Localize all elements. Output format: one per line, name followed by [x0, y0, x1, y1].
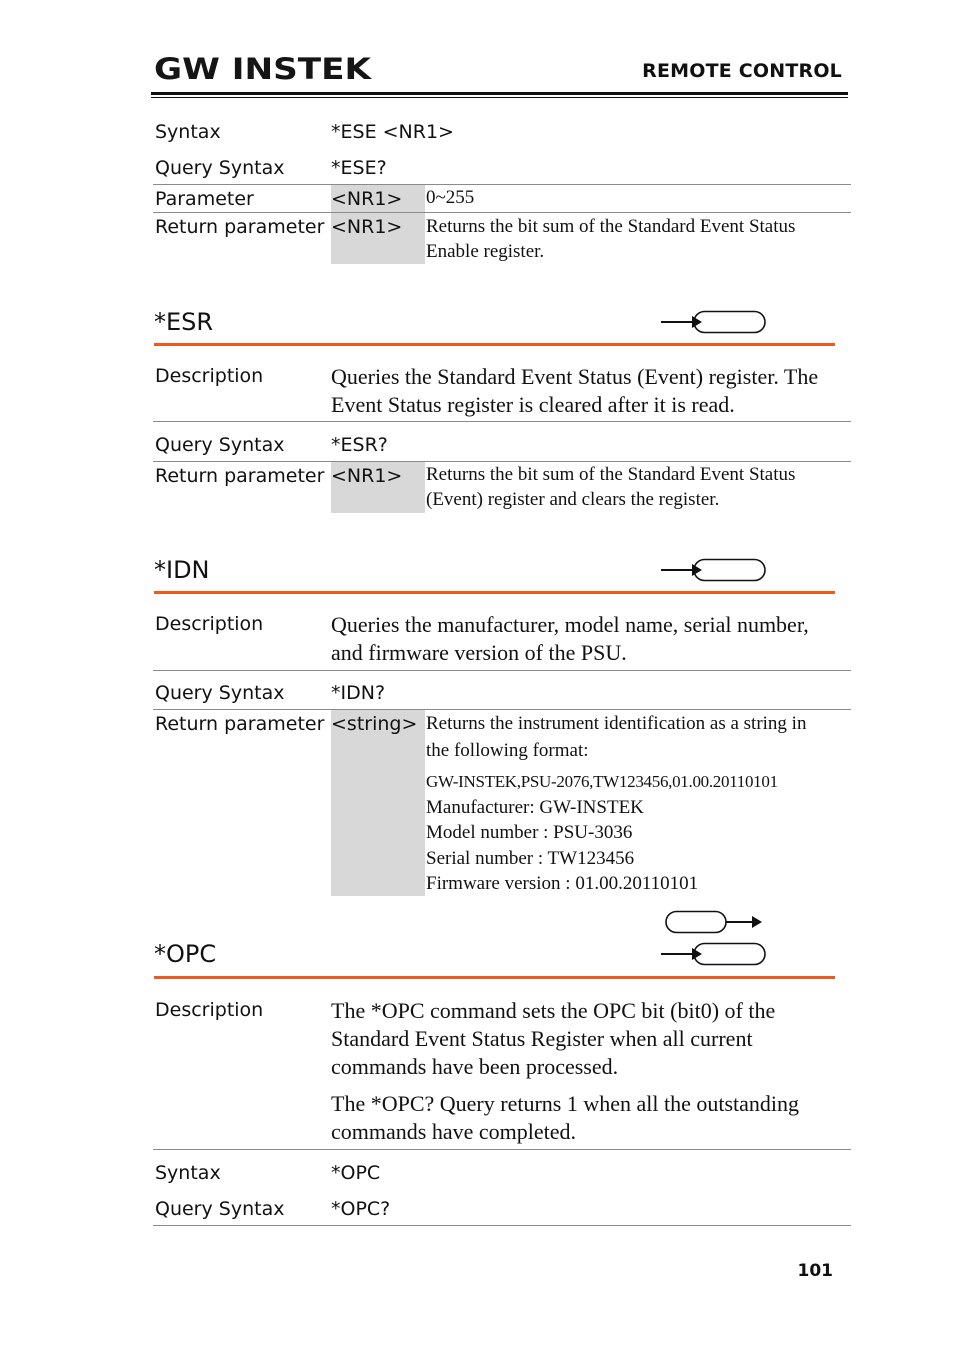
ese-syntax: *ESE <NR1> [331, 121, 454, 143]
esr-return-desc: Returns the bit sum of the Standard Event Status (Event) register and clears the register. [426, 464, 796, 510]
ese-return-label: Return parameter [155, 216, 325, 238]
ese-param-label: Parameter [155, 188, 254, 210]
esr-title: *ESR [154, 308, 214, 336]
idn-firmware: Firmware version : 01.00.20110101 [426, 873, 699, 894]
query-icon [660, 558, 768, 582]
ese-query: *ESE? [331, 157, 387, 179]
opc-query: *OPC? [331, 1198, 391, 1220]
esr-query-label: Query Syntax [155, 434, 285, 456]
divider [153, 212, 851, 213]
esr-desc-label: Description [155, 365, 264, 387]
opc-syntax-label: Syntax [155, 1162, 221, 1184]
opc-rule [154, 976, 835, 979]
return-shade [331, 710, 425, 896]
idn-model: Model number : PSU-3036 [426, 822, 633, 843]
header-rule [151, 92, 848, 95]
idn-format-example: GW-INSTEK,PSU-2076,TW123456,01.00.20110101 [426, 772, 778, 791]
idn-query-label: Query Syntax [155, 682, 285, 704]
opc-query-label: Query Syntax [155, 1198, 285, 1220]
idn-desc-label: Description [155, 613, 264, 635]
divider [153, 421, 851, 422]
esr-description: Queries the Standard Event Status (Event) register. The Event Status register is cleared after it is read. [331, 364, 819, 417]
idn-return-label: Return parameter [155, 713, 325, 735]
divider [153, 1149, 851, 1150]
ese-param-range: 0~255 [426, 187, 475, 208]
idn-return-type: <string> [331, 713, 418, 735]
opc-description-1: The *OPC command sets the OPC bit (bit0) of the Standard Event Status Register when all current commands have been processed. [331, 998, 776, 1079]
idn-serial: Serial number : TW123456 [426, 848, 635, 869]
opc-syntax: *OPC [331, 1162, 381, 1184]
divider [153, 670, 851, 671]
set-icon [664, 910, 764, 934]
opc-desc-label: Description [155, 999, 264, 1021]
ese-query-label: Query Syntax [155, 157, 285, 179]
esr-return-label: Return parameter [155, 465, 325, 487]
idn-return-desc: Returns the instrument identification as a string in the following format: [426, 713, 807, 761]
query-icon [660, 942, 768, 966]
section-title: REMOTE CONTROL [642, 60, 842, 82]
esr-query: *ESR? [331, 434, 388, 456]
gw-instek-logo: GW INSTEK [154, 52, 372, 86]
idn-rule [154, 591, 835, 594]
idn-manufacturer: Manufacturer: GW-INSTEK [426, 797, 644, 818]
ese-syntax-label: Syntax [155, 121, 221, 143]
ese-return-type: <NR1> [331, 216, 403, 238]
ese-return-desc: Returns the bit sum of the Standard Event Status Enable register. [426, 216, 796, 262]
header-rule-thin [151, 97, 848, 98]
ese-param-type: <NR1> [331, 188, 403, 210]
idn-title: *IDN [154, 556, 210, 584]
divider [153, 1225, 851, 1226]
idn-description: Queries the manufacturer, model name, serial number, and firmware version of the PSU. [331, 612, 809, 665]
esr-rule [154, 343, 835, 346]
esr-return-type: <NR1> [331, 465, 403, 487]
opc-description-2: The *OPC? Query returns 1 when all the outstanding commands have completed. [331, 1091, 800, 1144]
idn-query: *IDN? [331, 682, 386, 704]
page-number: 101 [797, 1261, 833, 1281]
query-icon [660, 310, 768, 334]
opc-title: *OPC [154, 940, 217, 968]
